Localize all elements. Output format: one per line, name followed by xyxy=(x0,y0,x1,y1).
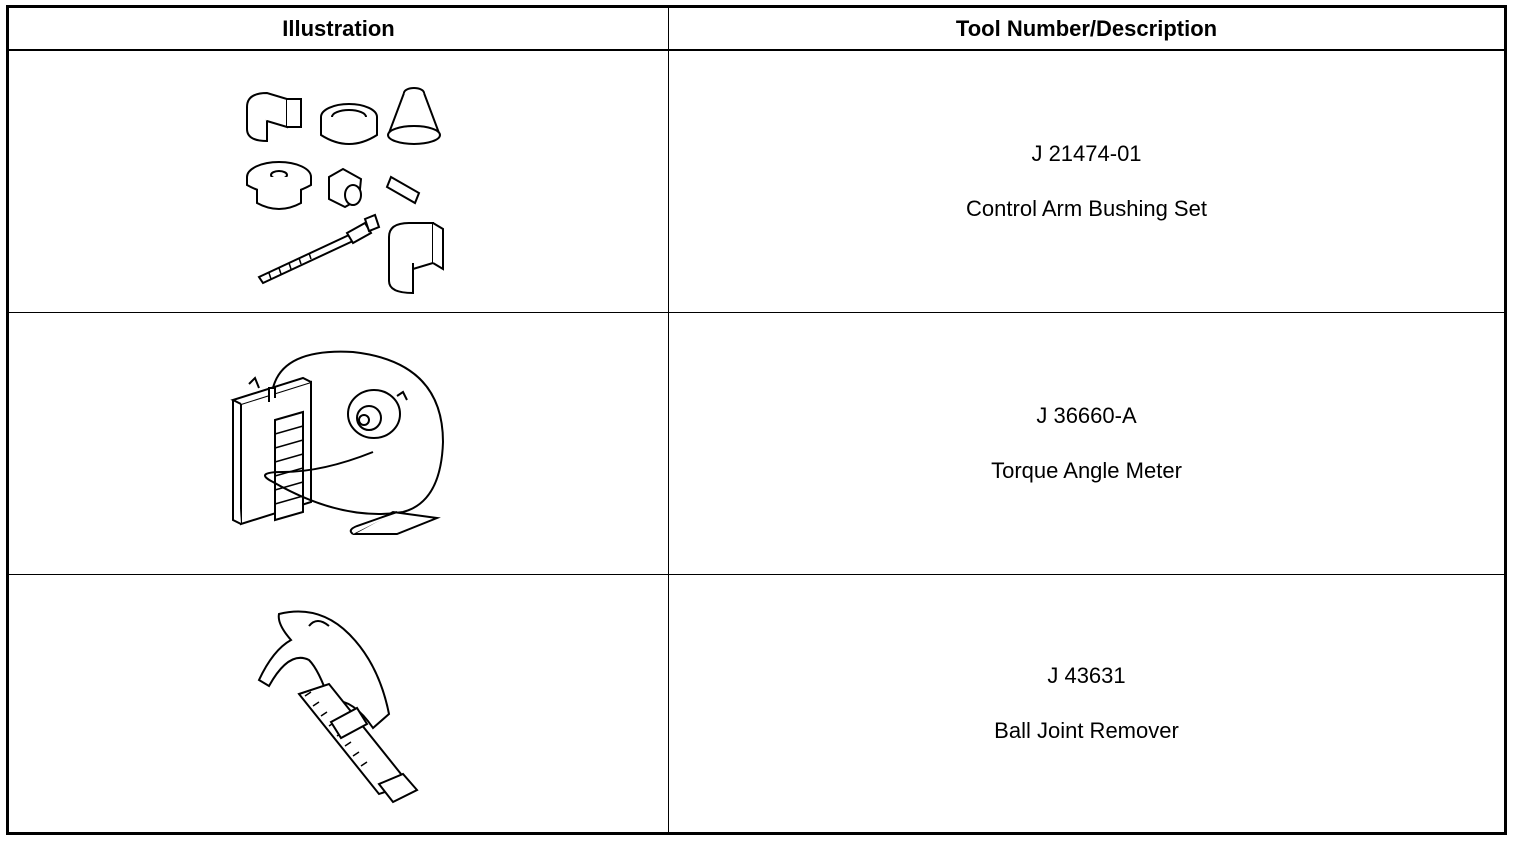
tool-number: J 43631 xyxy=(1047,663,1126,688)
header-tool-description: Tool Number/Description xyxy=(955,15,1218,41)
tool-number: J 21474-01 xyxy=(1031,141,1142,166)
tool-table xyxy=(6,5,1507,835)
tool-description: Ball Joint Remover xyxy=(994,718,1179,743)
table-row xyxy=(9,313,1504,575)
bushing-set-icon xyxy=(229,77,449,287)
tool-description: Torque Angle Meter xyxy=(991,458,1182,483)
ball-joint-remover-icon xyxy=(249,604,429,804)
table-row xyxy=(9,575,1504,832)
tool-number: J 36660-A xyxy=(1036,403,1137,428)
header-illustration: Illustration xyxy=(282,15,395,41)
tool-description: Control Arm Bushing Set xyxy=(966,196,1207,221)
table-row xyxy=(9,51,1504,313)
torque-angle-meter-icon xyxy=(229,344,449,544)
table-header xyxy=(9,8,1504,51)
